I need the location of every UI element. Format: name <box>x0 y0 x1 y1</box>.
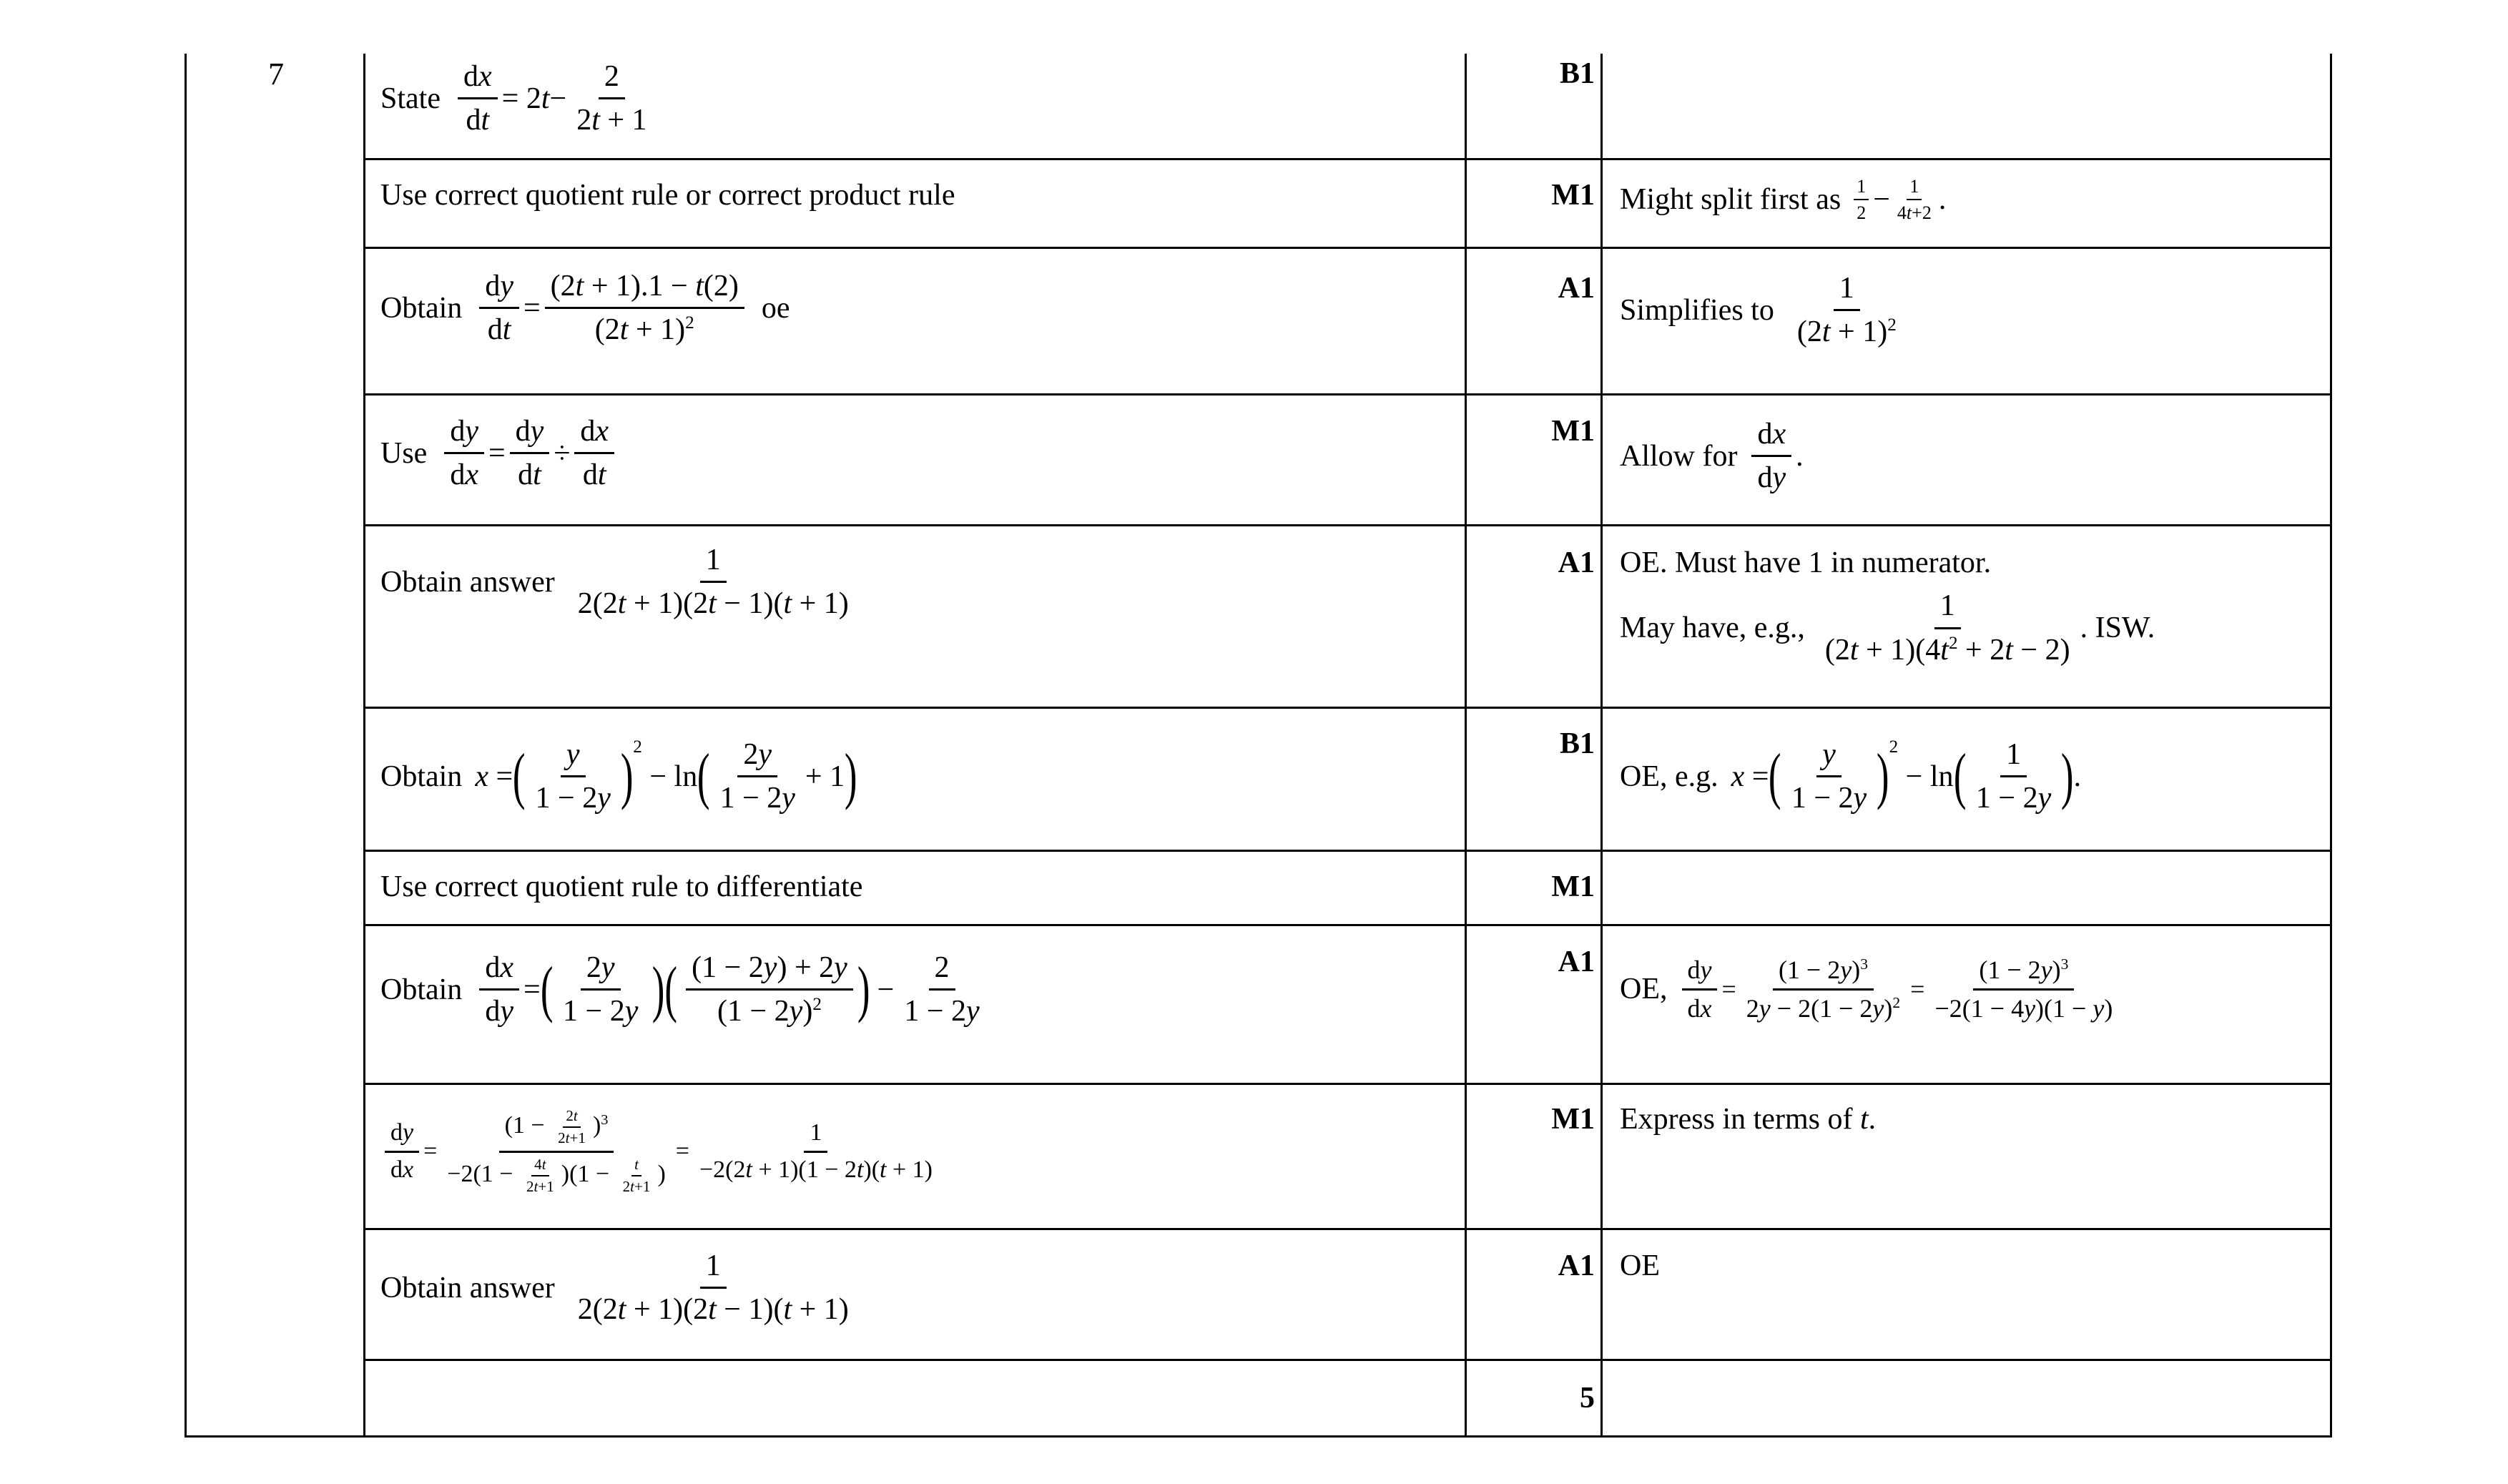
guidance-cell <box>1620 1248 1660 1284</box>
row-divider <box>363 707 2332 709</box>
guidance-cell <box>1620 955 2123 1024</box>
mark-code: A1 <box>1558 1249 1595 1282</box>
answer-text: Use correct quotient rule or correct product rule <box>380 179 955 212</box>
answer-cell <box>380 950 990 1030</box>
answer-text: Obtain answer <box>380 565 555 599</box>
answer-cell <box>380 59 657 139</box>
answer-cell <box>380 413 619 493</box>
row-divider <box>363 247 2332 249</box>
row-divider <box>363 158 2332 160</box>
equation: $\frac{1}{2(2t + 1)(2t - 1)(t + 1)}$ <box>577 544 849 621</box>
guidance-text: OE <box>1620 1249 1660 1282</box>
equation: $\frac{dx}{dt}$ = 2 t − $\frac{2}{2t + 1}$ <box>453 59 657 139</box>
equation: x = ( $\frac{y}{1 - 2y}$ ) $^2$ − ln ( $\frac{2y}{1 - 2y}$ + 1 ) <box>475 737 857 815</box>
row-divider <box>363 524 2332 526</box>
equation: $\frac{1}{2(2t + 1)(2t - 1)(t + 1)}$ <box>577 1249 849 1327</box>
row-divider <box>363 1228 2332 1230</box>
equation: $\frac{1}{2}$ − $\frac{1}{4t+2}$ . <box>1849 175 1946 225</box>
total-marks: 5 <box>1580 1382 1595 1415</box>
mark-code: A1 <box>1558 945 1595 978</box>
answer-text: Obtain <box>380 291 463 325</box>
mark-code: M1 <box>1551 1103 1595 1136</box>
table-left-border <box>185 54 187 1438</box>
guidance-variable: t <box>1859 1103 1869 1136</box>
guidance-text: Express in terms of <box>1620 1103 1853 1136</box>
answer-cell <box>380 1248 859 1328</box>
guidance-text: Allow for <box>1620 439 1738 473</box>
guidance-text: OE, e.g. <box>1620 760 1718 793</box>
answer-cell <box>380 869 862 905</box>
table-bottom-border <box>185 1435 2332 1438</box>
answer-text: Use <box>380 436 428 470</box>
equation: $\frac{dy}{dt}$ = $\frac{(2t + 1).1 - t(2)}{(2t + 1)^2}$ <box>475 268 749 348</box>
row-divider <box>363 924 2332 926</box>
answer-text: Use correct quotient rule to differentiate <box>380 870 863 903</box>
equation: $\frac{dx}{dy}$ . <box>1747 416 1803 496</box>
guidance-text: Simplifies to <box>1620 293 1774 327</box>
equation: $\frac{dx}{dy}$ = ( $\frac{2y}{1 - 2y}$ )( $\frac{(1 - 2y) + 2y}{(1 - 2y)^2}$ ) − $\frac{2}{1 - 2y}$ <box>475 950 989 1030</box>
answer-text: State <box>380 82 441 115</box>
row-divider <box>363 1083 2332 1085</box>
guidance-text: OE, <box>1620 973 1668 1006</box>
question-number: 7 <box>268 56 284 92</box>
equation: $\frac{1}{(2t + 1)(4t^2 + 2t - 2)}$ <box>1824 589 2070 667</box>
row-divider <box>363 1359 2332 1361</box>
mark-code: M1 <box>1551 179 1595 212</box>
guidance-cell <box>1620 737 2081 817</box>
guidance-text: Might split first as <box>1620 183 1841 217</box>
answer-cell <box>380 737 857 817</box>
mark-code: B1 <box>1559 57 1595 90</box>
answer-cell <box>380 1107 943 1196</box>
guidance-cell <box>1620 270 1907 350</box>
guidance-cell <box>1620 545 2155 668</box>
mark-code: M1 <box>1551 870 1595 903</box>
answer-text: Obtain answer <box>380 1271 555 1304</box>
answer-cell <box>380 542 859 622</box>
answer-cell <box>380 268 790 348</box>
guidance-suffix: . ISW. <box>2080 611 2155 645</box>
guidance-cell <box>1620 175 1946 225</box>
guidance-text: OE. Must have 1 in numerator. <box>1620 546 1992 579</box>
answer-suffix: oe <box>761 291 790 325</box>
equation: $\frac{dy}{dx}$ = $\frac{(1 - 2y)^3}{2y - 2(1 - 2y)^2}$ = $\frac{(1 - 2y)^3}{-2(1 - 4y)(1 - y)}$ <box>1678 955 2123 1024</box>
row-divider <box>363 393 2332 395</box>
answer-text: Obtain <box>380 973 463 1006</box>
mark-code: M1 <box>1551 415 1595 448</box>
guidance-cell <box>1620 1101 1876 1137</box>
answer-cell <box>380 177 955 213</box>
mark-code: A1 <box>1558 272 1595 305</box>
equation: x = ( $\frac{y}{1 - 2y}$ ) $^2$ − ln ( $\frac{1}{1 - 2y}$ ) . <box>1731 737 2082 815</box>
guidance-cell <box>1620 416 1804 496</box>
guidance-text: May have, e.g., <box>1620 611 1805 645</box>
answer-text: Obtain <box>380 760 463 793</box>
guidance-end: . <box>1868 1103 1877 1136</box>
mark-code: A1 <box>1558 546 1595 579</box>
mark-code: B1 <box>1559 727 1595 760</box>
equation: $\frac{dy}{dx}$ = $\frac{dy}{dt}$ ÷ $\frac{dx}{dt}$ <box>440 413 619 493</box>
equation: $\frac{1}{(2t + 1)^2}$ <box>1796 272 1897 349</box>
equation: $\frac{dy}{dx}$ = (1 − $\frac{2t}{2t+1}$ )$^3$ −2(1 − $\frac{4t}{2t+1}$ )(1 − $\frac{t}{2t+1}$ ) = $\frac{1}{-2(2t + 1)(1 - 2t)(t + 1)}$ <box>380 1107 943 1196</box>
row-divider <box>363 850 2332 852</box>
